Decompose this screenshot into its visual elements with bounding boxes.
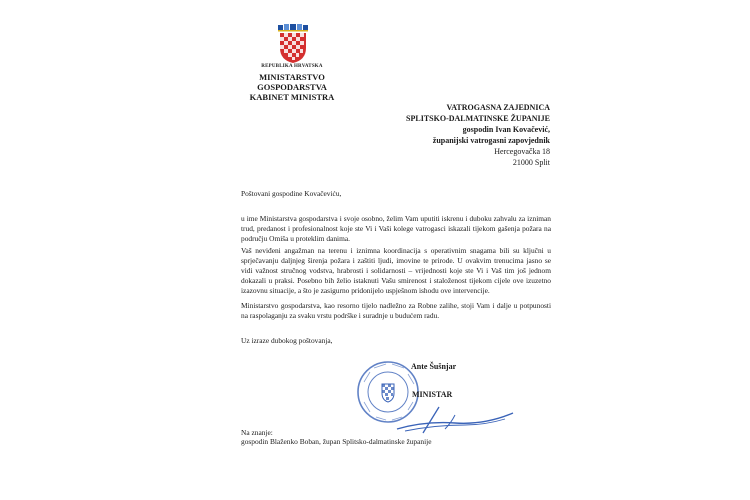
cc-recipient: gospodin Blaženko Boban, župan Splitsko-dalmatinske županije: [241, 437, 432, 446]
cc-block: [241, 428, 431, 446]
salutation: Poštovani gospodine Kovačeviću,: [241, 189, 342, 198]
recipient-block: [406, 102, 550, 146]
signatory-name: Ante Šušnjar: [411, 362, 457, 371]
address-street: Hercegovačka 18: [494, 147, 550, 156]
letterhead: [232, 62, 352, 102]
recipient-address: [494, 146, 550, 168]
recipient-line-2: SPLITSKO-DALMATINSKE ŽUPANIJE: [406, 114, 550, 123]
signatory-title: MINISTAR: [412, 390, 453, 399]
recipient-line-1: VATROGASNA ZAJEDNICA: [446, 103, 550, 112]
paragraph-1: u ime Ministarstva gospodarstva i svoje osobno, želim Vam uputiti iskrenu i duboku zahvalu za izniman trud, predanost i profesionalnost koje ste Vi i Vaši kolege vatrogasci iskazali tijekom gašenja požara na području Omiša u proteklim danima.: [241, 214, 551, 243]
paragraph-3: Ministarstvo gospodarstva, kao resorno tijelo nadležno za Robne zalihe, stoji Vam i dalje u potpunosti na raspolaganju za svaku vrstu podrške i suradnje u budućem radu.: [241, 301, 551, 320]
letterhead-ministry: MINISTARSTVO GOSPODARSTVA: [257, 72, 327, 92]
closing: Uz izraze dubokog poštovanja,: [241, 336, 333, 345]
cc-label: Na znanje:: [241, 428, 273, 437]
letterhead-office: KABINET MINISTRA: [249, 92, 335, 102]
letterhead-country: REPUBLIKA HRVATSKA: [261, 64, 323, 69]
paragraph-2: Vaš neviđeni angažman na terenu i iznimna koordinacija s operativnim snagama bili su ključni u sprječavanju daljnjeg širenja požara i zaštiti ljudi, imovine te prirode. U ovakvim trenucima jasno se vidi važnost stručnog vodstva, hrabrosti i solidarnosti – vrijednosti koje ste Vi i Vaš tim još jednom dokazali u praksi. Posebno bih želio istaknuti Vašu smirenost i staloženost tijekom cijele ove izuzetno izazovnu situacije, a što je zasigurno pridonijelo uspješnom ishodu ove intervencije.: [241, 246, 551, 295]
recipient-line-3: gospodin Ivan Kovačević,: [462, 125, 550, 134]
coat-of-arms-icon: [274, 24, 312, 64]
address-city: 21000 Split: [512, 158, 550, 167]
recipient-line-4: županijski vatrogasni zapovjednik: [432, 136, 550, 145]
